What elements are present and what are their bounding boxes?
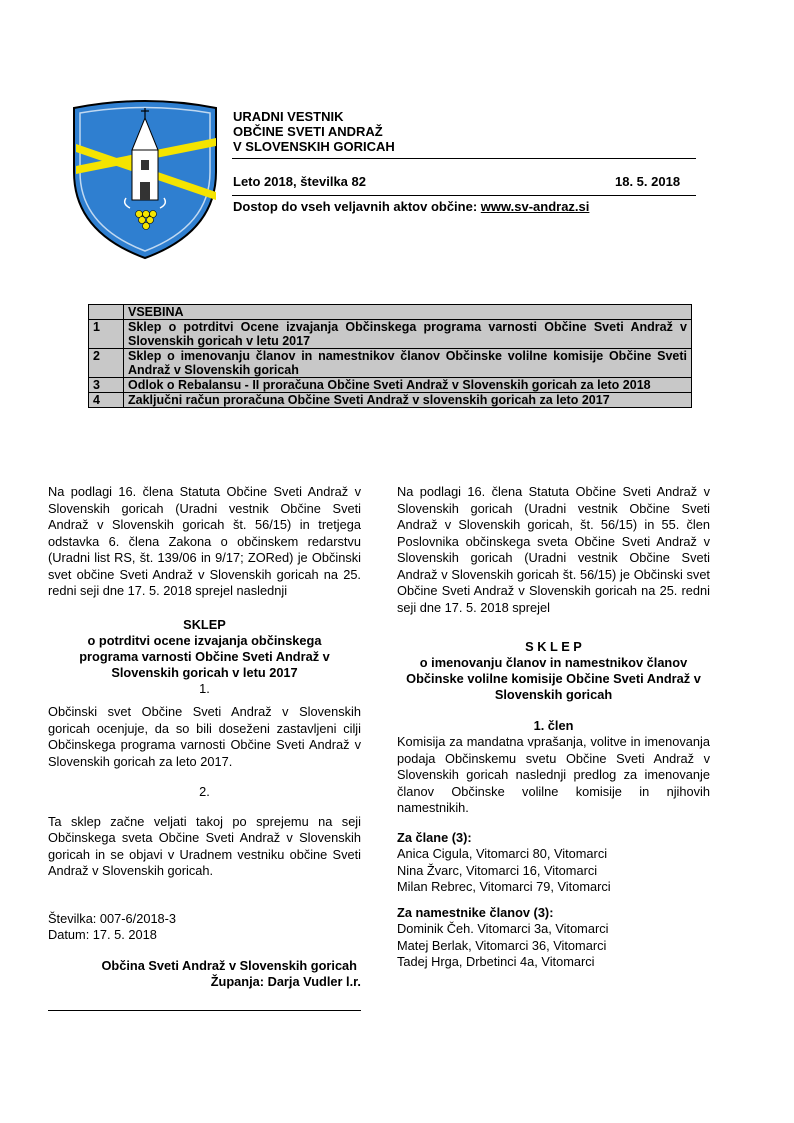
left-intro: Na podlagi 16. člena Statuta Občine Sveti Andraž v Slovenskih goricah (Uradni vestnik Občine Sveti Andraž v Slovenskih goricah št. 56/15) in tretjega odstavka 6. člena Zakona o občinskem redarstvu (Uradni list RS, št. 139/06 in 9/17; ZORed) je Občinski svet občine Sveti Andraž v Slovenskih goricah na 25. redni seji dne 17. 5. 2018 sprejel naslednji (48, 484, 361, 598)
left-article-2-number: 2. (199, 784, 210, 799)
list-item: Nina Žvarc, Vitomarci 16, Vitomarci (397, 862, 598, 878)
masthead-title (233, 109, 395, 154)
masthead-line3: V SLOVENSKIH GORICAH (233, 139, 395, 154)
website-link[interactable]: www.sv-andraz.si (480, 199, 590, 214)
left-title: SKLEP (183, 616, 226, 632)
right-intro: Na podlagi 16. člena Statuta Občine Sveti Andraž v Slovenskih goricah (Uradni vestnik Občine Sveti Andraž v Slovenskih goricah, št. 56/15) in 55. člen Poslovnika občinskega sveta Občine Sveti Andraž v Slovenskih goricah (Uradni vestnik Občine Sveti Andraž v Slovenskih goricah št. 56/15) je Občinski svet Občine Sveti Andraž v Slovenskih goricah na 25. redni seji dne 17. 5. 2018 sprejel (397, 484, 710, 615)
right-column (397, 484, 710, 971)
toc-text: Sklep o potrditvi Ocene izvajanja Občinskega programa varnosti Občine Sveti Andraž v Slovenskih goricah v letu 2017 (124, 320, 692, 349)
list-item: Dominik Čeh. Vitomarci 3a, Vitomarci (397, 921, 609, 936)
right-title: S K L E P (525, 639, 582, 654)
masthead-divider-1 (232, 158, 696, 159)
deputies-heading: Za namestnike članov (3): (397, 904, 554, 920)
masthead-line1: URADNI VESTNIK (233, 109, 344, 124)
left-end-divider (48, 1010, 361, 1011)
toc-row[interactable] (89, 393, 692, 408)
right-article-1-number: 1. člen (533, 718, 574, 733)
signature-mayor: Županja: Darja Vudler l.r. (210, 974, 361, 989)
left-column (48, 484, 361, 991)
access-line (233, 199, 589, 214)
list-item: Matej Berlak, Vitomarci 36, Vitomarci (397, 937, 607, 953)
issue-date: 18. 5. 2018 (615, 174, 681, 189)
issue-number: Leto 2018, številka 82 (233, 174, 366, 189)
masthead-divider-2 (232, 195, 696, 196)
toc-text: Sklep o imenovanju članov in namestnikov članov Občinske volilne komisije Občine Sveti Andraž v Slovenskih goricah (124, 349, 692, 378)
document-date: Datum: 17. 5. 2018 (48, 927, 157, 942)
toc-num: 2 (89, 349, 124, 378)
left-article-1-text: Občinski svet Občine Sveti Andraž v Slovenskih goricah ocenjuje, da so bili doseženi zastavljeni cilji Občinskega programa varnosti Občine Sveti Andraž v Slovenskih goricah za leto 2017. (48, 704, 361, 769)
toc-header-num (89, 305, 124, 320)
toc-text: Odlok o Rebalansu - II proračuna Občine Sveti Andraž v Slovenskih goricah za leto 2018 (124, 378, 692, 393)
list-item: Anica Cigula, Vitomarci 80, Vitomarci (397, 846, 608, 861)
right-subtitle: o imenovanju članov in namestnikov članov Občinske volilne komisije Občine Sveti Andraž v Slovenskih goricah (406, 655, 701, 702)
right-article-1-text: Komisija za mandatna vprašanja, volitve in imenovanja podaja Občinskemu svetu Občine Sveti Andraž v Slovenskih goricah naslednji predlog za imenovanje članov Občinske volilne komisije in njihovih namestnikih. (397, 734, 710, 815)
contents-table (88, 304, 692, 408)
left-subtitle: o potrditvi ocene izvajanja občinskega programa varnosti Občine Sveti Andraž v Slovenskih goricah v letu 2017 (79, 632, 330, 680)
toc-row[interactable] (89, 349, 692, 378)
left-article-1-number: 1. (199, 680, 210, 696)
left-article-2-text: Ta sklep začne veljati takoj po sprejemu na seji Občinskega sveta Občine Sveti Andraž v Slovenskih goricah in se objavi v Uradnem vestniku občine Sveti Andraž v Slovenskih goricah. (48, 813, 361, 878)
toc-num: 1 (89, 320, 124, 349)
toc-text: Zaključni račun proračuna Občine Sveti Andraž v slovenskih goricah za leto 2017 (124, 393, 692, 408)
masthead-line2: OBČINE SVETI ANDRAŽ (233, 124, 383, 139)
access-prefix: Dostop do vseh veljavnih aktov občine: (233, 199, 481, 214)
list-item: Milan Rebrec, Vitomarci 79, Vitomarci (397, 879, 611, 894)
toc-num: 3 (89, 378, 124, 393)
coat-of-arms-logo (70, 100, 220, 260)
toc-row[interactable] (89, 378, 692, 393)
toc-num: 4 (89, 393, 124, 408)
toc-row[interactable] (89, 320, 692, 349)
members-heading: Za člane (3): (397, 829, 472, 845)
list-item: Tadej Hrga, Drbetinci 4a, Vitomarci (397, 954, 595, 969)
signature-municipality: Občina Sveti Andraž v Slovenskih goricah (101, 957, 357, 973)
toc-header: VSEBINA (124, 305, 692, 320)
document-number: Številka: 007-6/2018-3 (48, 910, 177, 926)
